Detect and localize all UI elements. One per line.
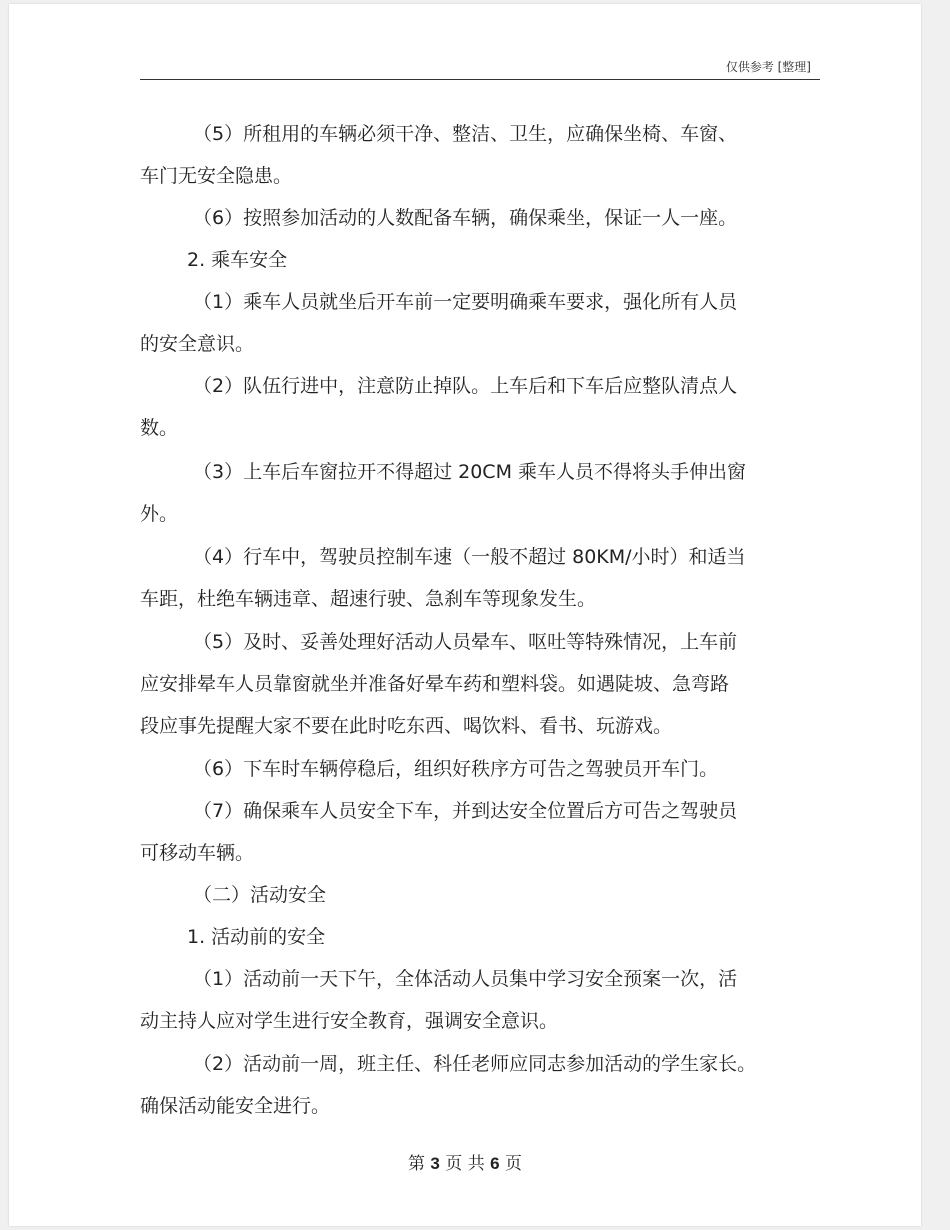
current-page-number: 3 xyxy=(430,1154,440,1173)
section-heading: 1. 活动前的安全 xyxy=(187,926,326,948)
header-divider xyxy=(140,79,820,80)
paragraph-line: 车门无安全隐患。 xyxy=(140,165,293,187)
header-note: 仅供参考 [整理] xyxy=(725,60,811,74)
paragraph-line: （5）及时、妥善处理好活动人员晕车、呕吐等特殊情况，上车前 xyxy=(193,631,738,653)
paragraph-line: 应安排晕车人员靠窗就坐并准备好晕车药和塑料袋。如遇陡坡、急弯路 xyxy=(140,673,730,695)
paragraph-line: 外。 xyxy=(140,503,179,525)
paragraph-line: （6）下车时车辆停稳后，组织好秩序方可告之驾驶员开车门。 xyxy=(193,758,719,780)
paragraph-line: （2）队伍行进中，注意防止掉队。上车后和下车后应整队清点人 xyxy=(193,375,738,397)
paragraph-line: （1）活动前一天下午，全体活动人员集中学习安全预案一次，活 xyxy=(193,968,738,990)
paragraph-line: （5）所租用的车辆必须干净、整洁、卫生，应确保坐椅、车窗、 xyxy=(193,123,738,145)
paragraph-line: 动主持人应对学生进行安全教育，强调安全意识。 xyxy=(140,1010,559,1032)
paragraph-line: 确保活动能安全进行。 xyxy=(140,1095,331,1117)
paragraph-line: 车距，杜绝车辆违章、超速行驶、急刹车等现象发生。 xyxy=(140,588,597,610)
section-heading: 2. 乘车安全 xyxy=(187,249,288,271)
footer-prefix: 第 xyxy=(408,1154,426,1174)
document-page xyxy=(9,4,921,1226)
footer-middle: 页 共 xyxy=(445,1154,485,1174)
paragraph-line: （2）活动前一周，班主任、科任老师应同志参加活动的学生家长。 xyxy=(193,1053,757,1075)
paragraph-line: （3）上车后车窗拉开不得超过 20CM 乘车人员不得将头手伸出窗 xyxy=(193,461,747,483)
paragraph-line: （6）按照参加活动的人数配备车辆，确保乘坐，保证一人一座。 xyxy=(193,207,738,229)
paragraph-line: （7）确保乘车人员安全下车，并到达安全位置后方可告之驾驶员 xyxy=(193,800,738,822)
paragraph-line: （4）行车中，驾驶员控制车速（一般不超过 80KM/小时）和适当 xyxy=(193,546,746,568)
section-heading: （二）活动安全 xyxy=(193,884,327,906)
paragraph-line: 段应事先提醒大家不要在此时吃东西、喝饮料、看书、玩游戏。 xyxy=(140,715,673,737)
page-number-footer xyxy=(9,1149,921,1174)
paragraph-line: 可移动车辆。 xyxy=(140,842,255,864)
paragraph-line: 数。 xyxy=(140,417,179,439)
paragraph-line: （1）乘车人员就坐后开车前一定要明确乘车要求，强化所有人员 xyxy=(193,291,738,313)
total-page-number: 6 xyxy=(490,1154,500,1173)
paragraph-line: 的安全意识。 xyxy=(140,333,255,355)
footer-suffix: 页 xyxy=(504,1154,522,1174)
